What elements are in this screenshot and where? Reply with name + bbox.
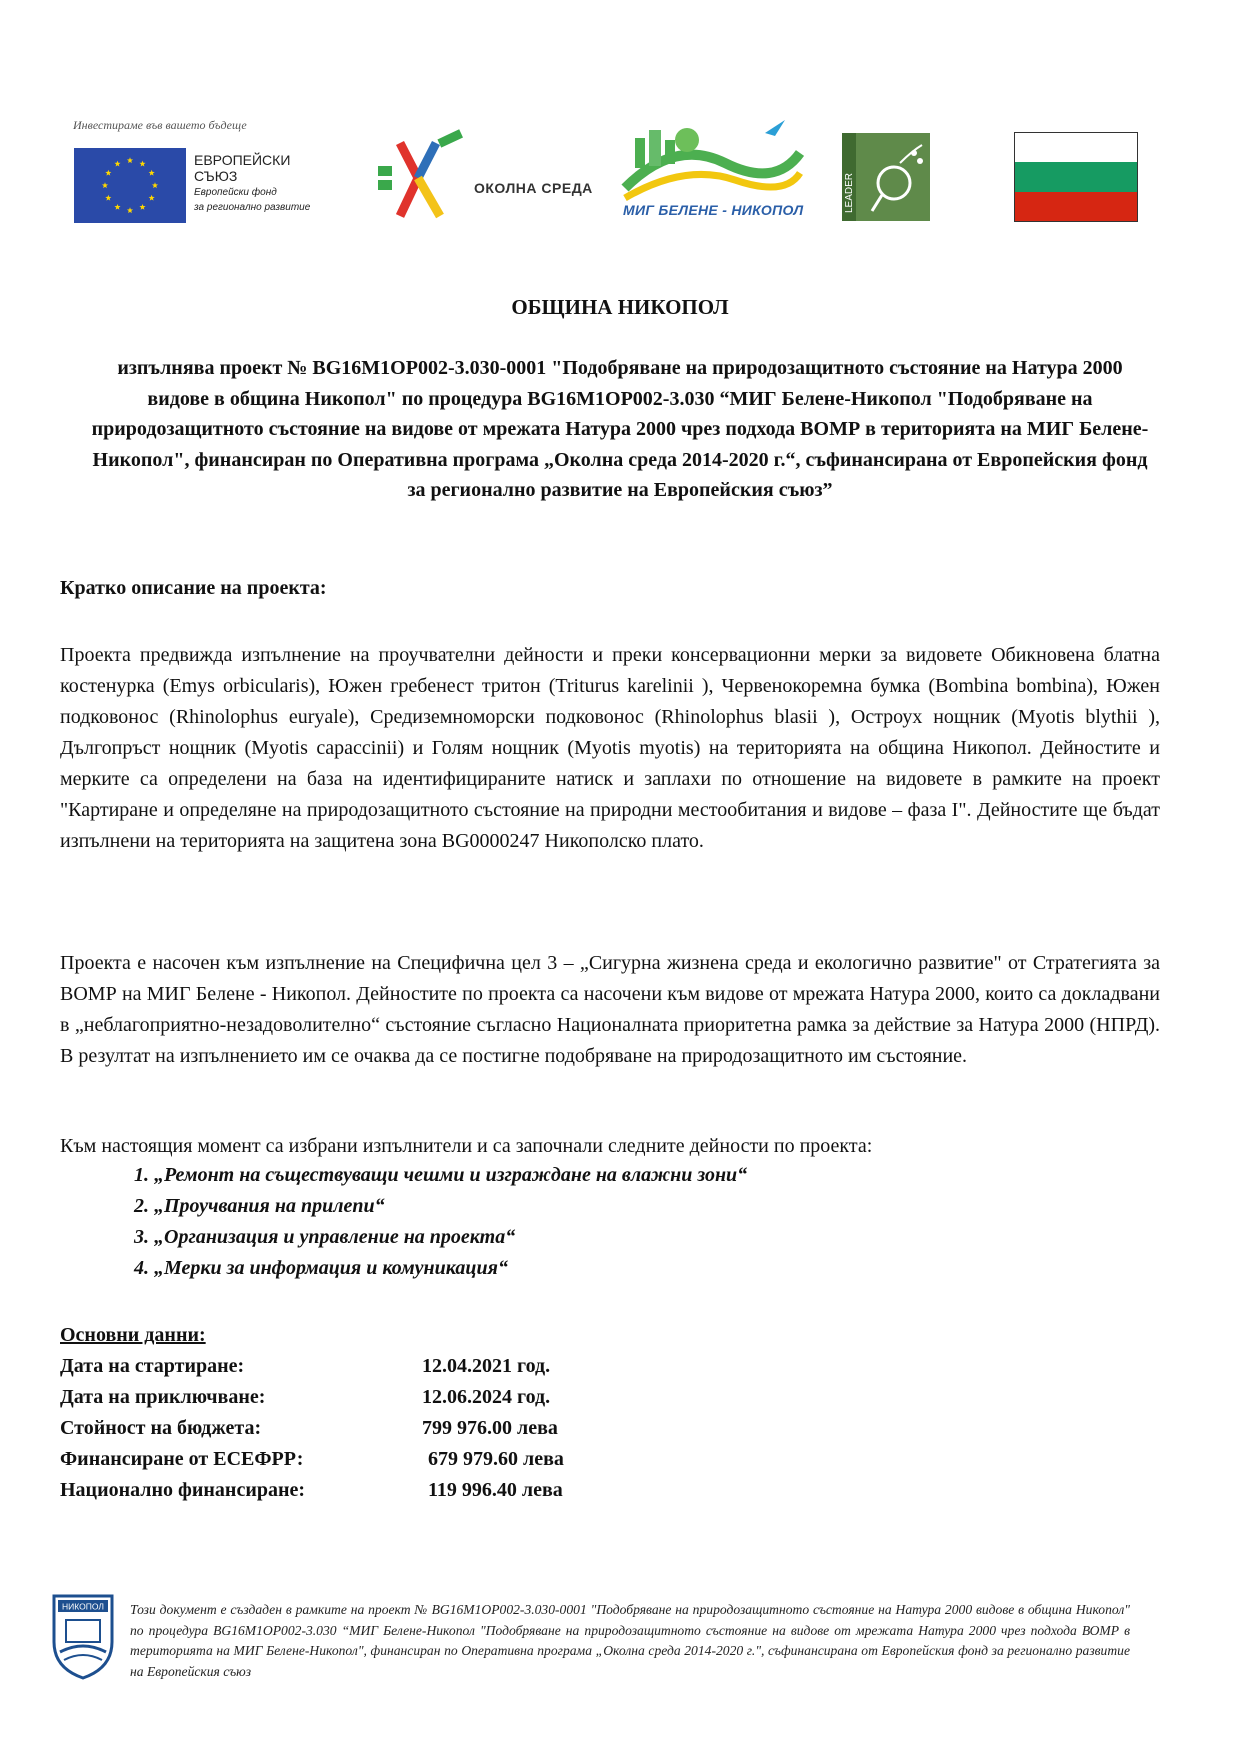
eu-fund-line-2: за регионално развитие <box>194 202 311 213</box>
row-value: 12.04.2021 год. <box>422 1355 551 1377</box>
leader-icon <box>842 133 930 221</box>
mig-landscape-icon <box>615 118 805 203</box>
row-value: 119 996.40 лева <box>428 1479 563 1501</box>
basic-data <box>60 1320 760 1506</box>
logo-strip <box>70 118 1150 238</box>
list-item: 1. „Ремонт на съществуващи чешми и изграждане на влажни зони“ <box>134 1164 748 1186</box>
footer-logo-label: НИКОПОЛ <box>62 1601 104 1612</box>
project-intro: изпълнява проект № BG16M1OP002-3.030-0001 "Подобряване на природозащитното състояние на Натура 2000 видове в община Никопол" по процедура BG16M1OP002-3.030 “МИГ Белене-Никопол "Подобряване на природозащитното състояние на видове от мрежата Натура 2000 чрез подхода ВОМР в територията на МИГ Белене-Никопол", финансиран по Оперативна програма „Околна среда 2014-2020 г.“, съфинансирана от Европейския фонд за регионално развитие на Европейския съюз” <box>91 357 1149 501</box>
eu-logo <box>70 118 360 230</box>
basic-data-row <box>60 1382 760 1413</box>
basic-data-row <box>60 1351 760 1382</box>
eu-star-icon <box>102 182 108 188</box>
eu-star-icon <box>149 170 155 176</box>
eu-stars-icon <box>74 148 186 223</box>
basic-data-heading: Основни данни: <box>60 1324 206 1346</box>
eu-star-icon <box>149 195 155 201</box>
basic-data-row <box>60 1413 760 1444</box>
description-paragraph-2: Проекта е насочен към изпълнение на Специфична цел 3 – „Сигурна жизнена среда и екологично развитие" от Стратегията за ВОМР на МИГ Белене - Никопол. Дейностите по проекта са насочени към видове от мрежата Натура 2000, които са докладвани в „неблагоприятно-незадоволително“ състояние съгласно Националната приоритетна рамка за действие за Натура 2000 (НПРД). В резултат на изпълнението им се очаква да се постигне подобряване на природозащитното им състояние. <box>60 952 1160 1067</box>
row-value: 799 976.00 лева <box>422 1417 558 1439</box>
flag-stripe-green <box>1015 162 1137 191</box>
footer-disclaimer: Този документ е създаден в рамките на проект № BG16M1OP002-3.030-0001 "Подобряване на природозащитното състояние на Натура 2000 видове в община Никопол" по процедура BG16M1OP002-3.030 “МИГ Белене-Никопол "Подобряване на природозащитното състояние на видове от мрежата Натура 2000 чрез подхода ВОМР в територията на МИГ Белене-Никопол", финансиран по Оперативна програма „Околна среда 2014-2020 г.", съфинансирана от Европейския фонд за регионално развитие на Европейския съюз <box>130 1602 1130 1679</box>
eu-name-line-2: СЪЮЗ <box>194 168 238 184</box>
row-label: Стойност на бюджета: <box>60 1417 262 1439</box>
row-label: Дата на приключване: <box>60 1386 266 1408</box>
list-item: 4. „Мерки за информация и комуникация“ <box>134 1257 508 1279</box>
flag-stripe-red <box>1015 192 1137 221</box>
leader-logo <box>842 133 930 221</box>
eu-slogan: Инвестираме във вашето бъдеще <box>73 118 247 132</box>
bulgarian-flag-icon <box>1014 132 1138 222</box>
eu-flag-icon <box>74 148 186 223</box>
section-heading: Кратко описание на проекта: <box>60 577 327 599</box>
page-title: ОБЩИНА НИКОПОЛ <box>511 295 729 319</box>
okolna-sreda-icon <box>370 128 470 228</box>
row-value: 679 979.60 лева <box>428 1448 564 1470</box>
eu-star-icon <box>127 207 133 213</box>
eu-star-icon <box>114 161 120 167</box>
eu-star-icon <box>139 204 145 210</box>
mig-logo <box>615 118 805 233</box>
row-label: Национално финансиране: <box>60 1479 306 1501</box>
flag-stripe-white <box>1015 133 1137 162</box>
eu-name-line-1: ЕВРОПЕЙСКИ <box>194 152 291 168</box>
eu-star-icon <box>105 195 111 201</box>
row-label: Финансиране от ЕСЕФРР: <box>60 1448 304 1470</box>
eu-fund-line-1: Европейски фонд <box>194 187 277 198</box>
description-paragraph-3: Към настоящия момент са избрани изпълнители и са започнали следните дейности по проекта: <box>60 1135 873 1157</box>
mig-label: МИГ БЕЛЕНЕ - НИКОПОЛ <box>623 202 804 218</box>
nikopol-coat-of-arms-icon <box>50 1590 116 1680</box>
leader-label: LEADER <box>844 172 855 213</box>
basic-data-row <box>60 1475 760 1506</box>
activities-list <box>134 1160 747 1284</box>
basic-data-row <box>60 1444 760 1475</box>
eu-star-icon <box>139 161 145 167</box>
eu-star-icon <box>114 204 120 210</box>
eu-star-icon <box>105 170 111 176</box>
okolna-sreda-label: ОКОЛНА СРЕДА <box>474 180 593 196</box>
eu-star-icon <box>152 182 158 188</box>
row-value: 12.06.2024 год. <box>422 1386 551 1408</box>
list-item: 2. „Проучвания на прилепи“ <box>134 1195 385 1217</box>
eu-text <box>194 152 310 214</box>
description-paragraph-1: Проекта предвижда изпълнение на проучвателни дейности и преки консервационни мерки за видовете Обикновена блатна костенурка (Emys orbicularis), Южен гребенест тритон (Triturus karelinii ), Червенокоремна бумка (Bombina bombina), Южен подковонос (Rhinolophus euryale), Средиземноморски подковонос (Rhinolophus blasii ), Остроух нощник (Myotis blythii ), Дългопръст нощник (Myotis capaccinii) и Голям нощник (Myotis myotis) на територията на община Никопол. Дейностите и мерките са определени на база на идентифицираните натиск и заплахи по отношение на видовете в рамките на проект "Картиране и определяне на природозащитното състояние на природни местообитания и видове – фаза I". Дейностите ще бъдат изпълнени на територията на защитена зона BG0000247 Никополско плато. <box>60 644 1160 852</box>
list-item: 3. „Организация и управление на проекта“ <box>134 1226 516 1248</box>
row-label: Дата на стартиране: <box>60 1355 245 1377</box>
eu-star-icon <box>127 157 133 163</box>
